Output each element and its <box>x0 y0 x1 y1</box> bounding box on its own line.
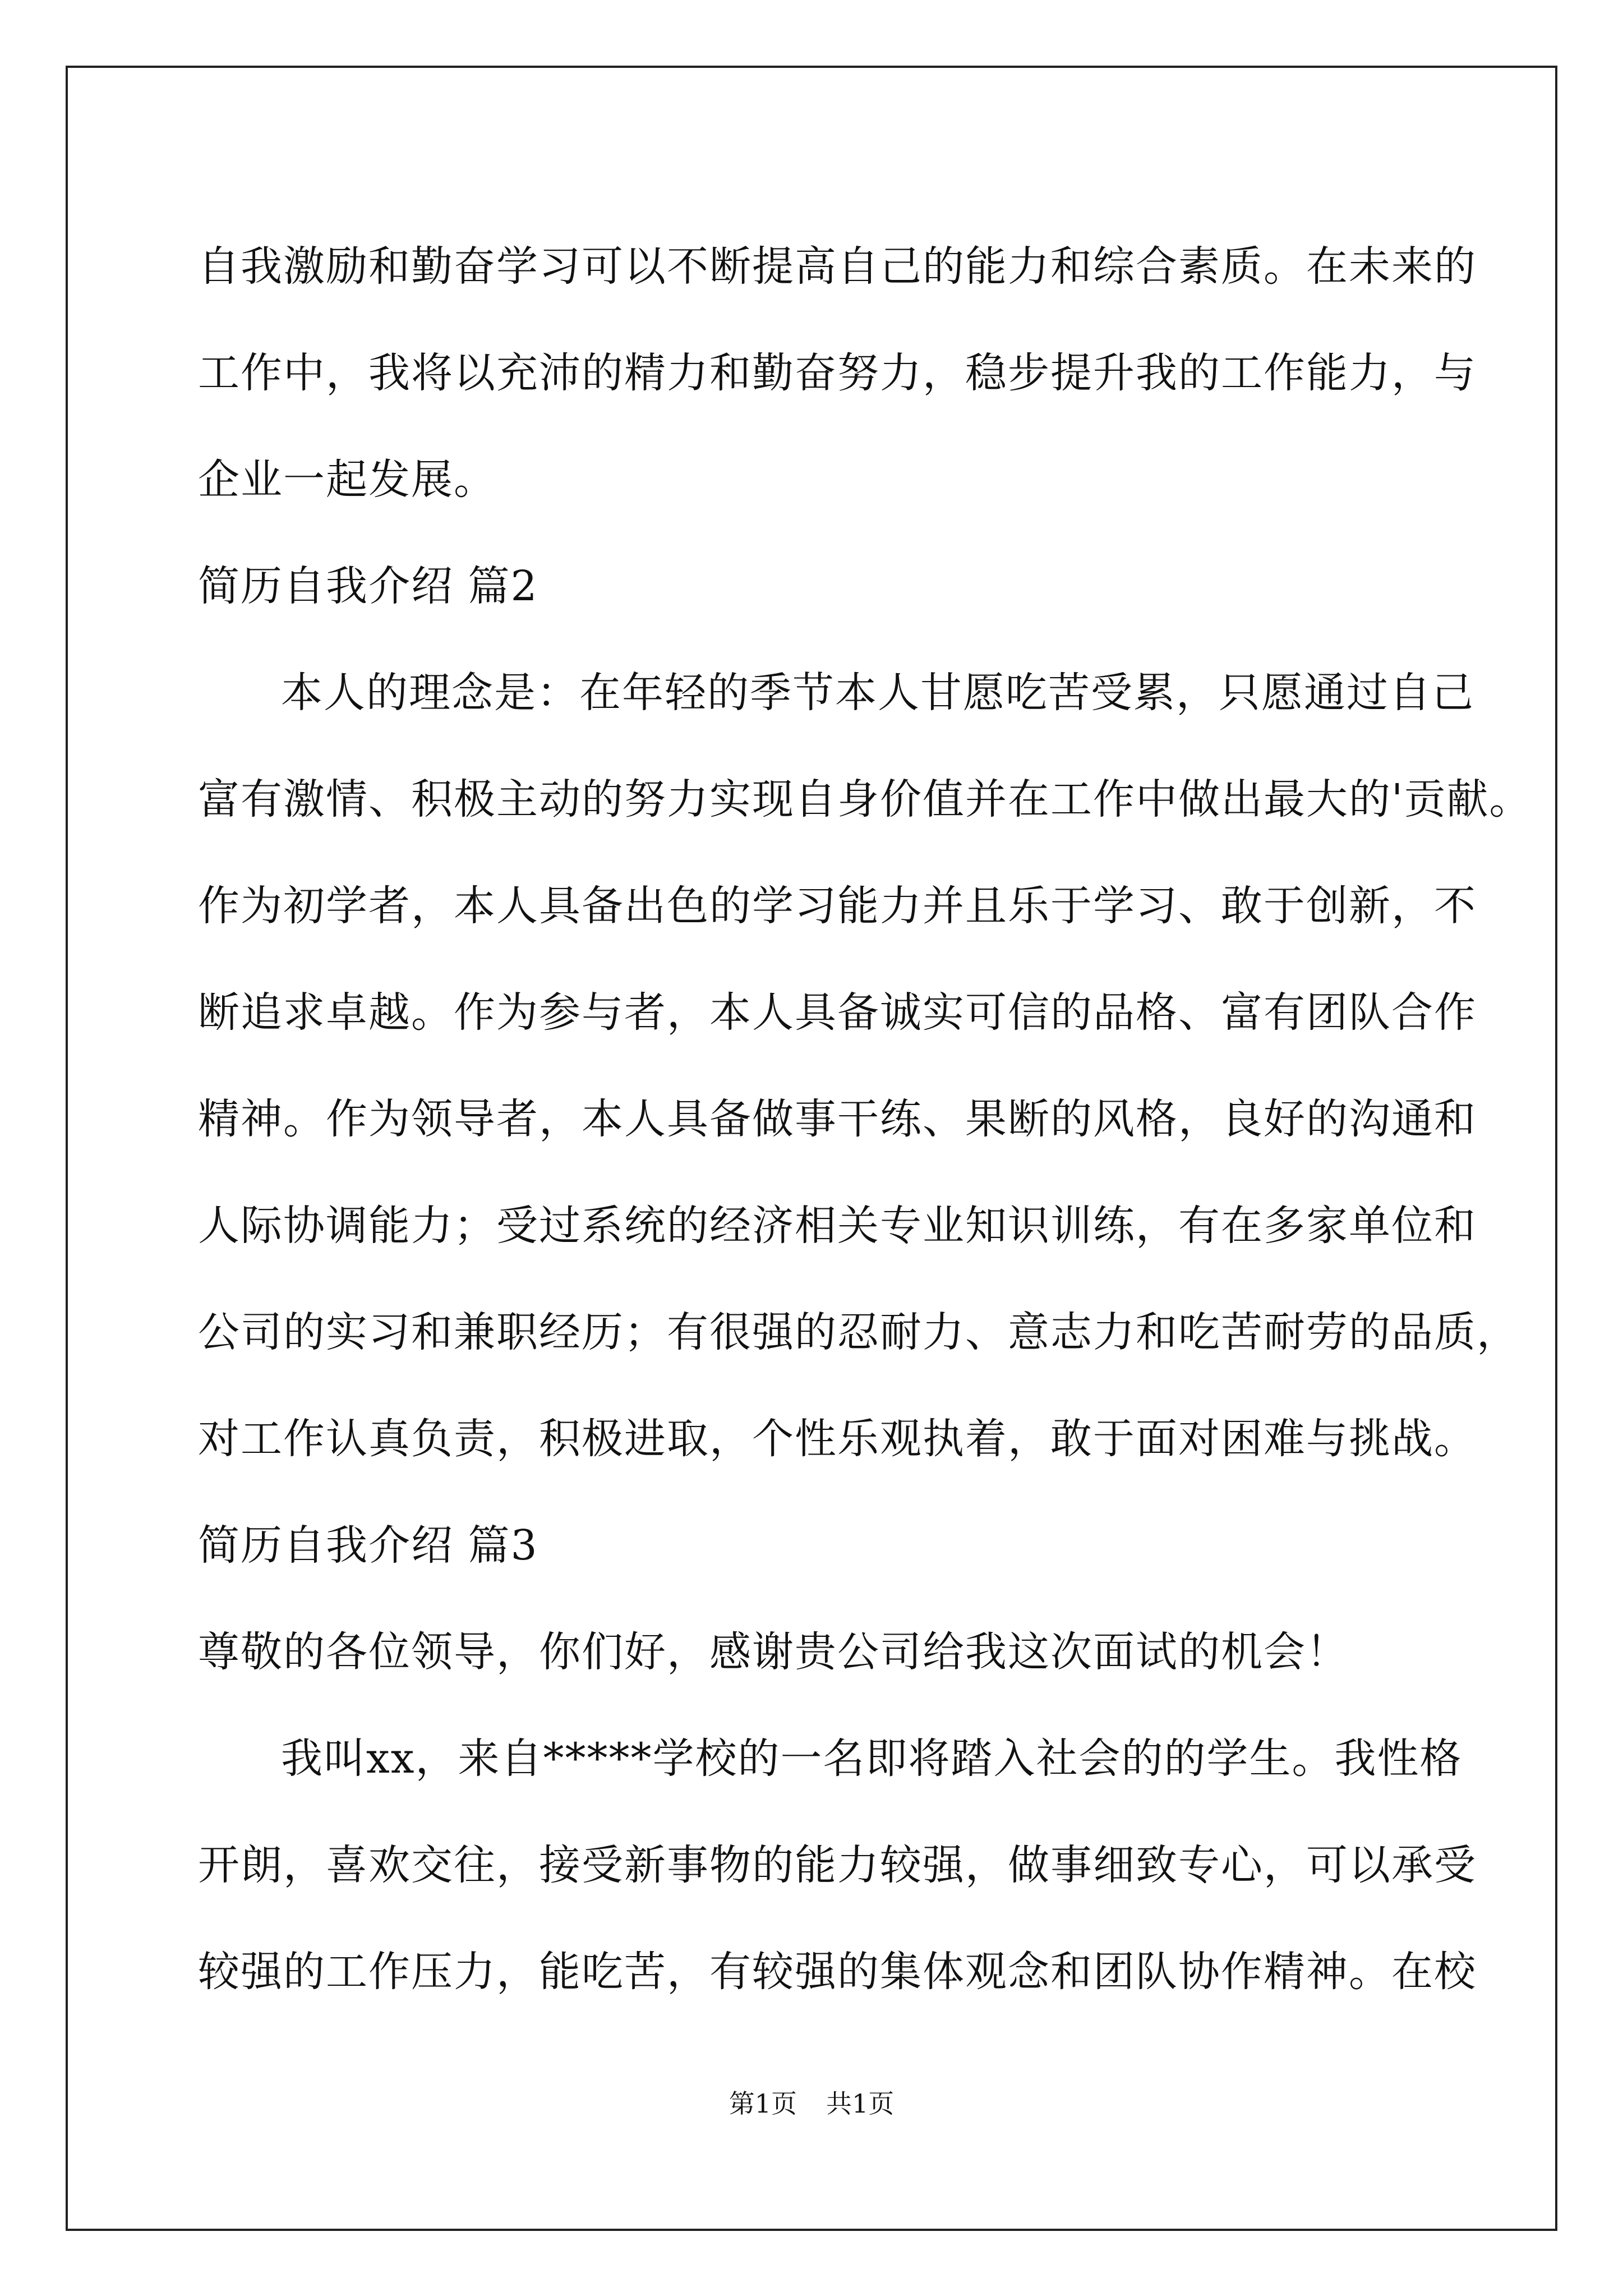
section-heading: 简历自我介绍 篇2 <box>198 562 538 610</box>
section-heading: 简历自我介绍 篇3 <box>198 1521 538 1570</box>
page-number: 第1页 <box>728 2088 797 2119</box>
page-footer <box>0 2087 1623 2120</box>
page-total: 共1页 <box>826 2088 895 2119</box>
text-line: 公司的实习和兼职经历；有很强的忍耐力、意志力和吃苦耐劳的品质， <box>198 1308 1519 1356</box>
text-line: 开朗，喜欢交往，接受新事物的能力较强，做事细致专心，可以承受 <box>198 1841 1477 1889</box>
text-line: 断追求卓越。作为参与者，本人具备诚实可信的品格、富有团队合作 <box>198 988 1477 1037</box>
text-line: 富有激情、积极主动的努力实现自身价值并在工作中做出最大的'贡献。 <box>198 775 1532 823</box>
document-body <box>198 213 1532 2025</box>
text-line: 自我激励和勤奋学习可以不断提高自己的能力和综合素质。在未来的 <box>198 242 1477 291</box>
text-line: 较强的工作压力，能吃苦，有较强的集体观念和团队协作精神。在校 <box>198 1948 1477 1996</box>
text-line: 作为初学者，本人具备出色的学习能力并且乐于学习、敢于创新，不 <box>198 882 1477 930</box>
text-line: 精神。作为领导者，本人具备做事干练、果断的风格，良好的沟通和 <box>198 1095 1477 1143</box>
text-line: 人际协调能力；受过系统的经济相关专业知识训练，有在多家单位和 <box>198 1202 1477 1250</box>
text-line: 尊敬的各位领导，你们好，感谢贵公司给我这次面试的机会！ <box>198 1628 1349 1676</box>
text-line: 我叫xx，来自*****学校的一名即将踏入社会的的学生。我性格 <box>281 1734 1463 1783</box>
text-line: 工作中，我将以充沛的精力和勤奋努力，稳步提升我的工作能力，与 <box>198 349 1477 397</box>
text-line: 企业一起发展。 <box>198 455 496 504</box>
text-line: 本人的理念是：在年轻的季节本人甘愿吃苦受累，只愿通过自己 <box>281 669 1474 717</box>
text-line: 对工作认真负责，积极进取，个性乐观执着，敢于面对困难与挑战。 <box>198 1415 1477 1463</box>
